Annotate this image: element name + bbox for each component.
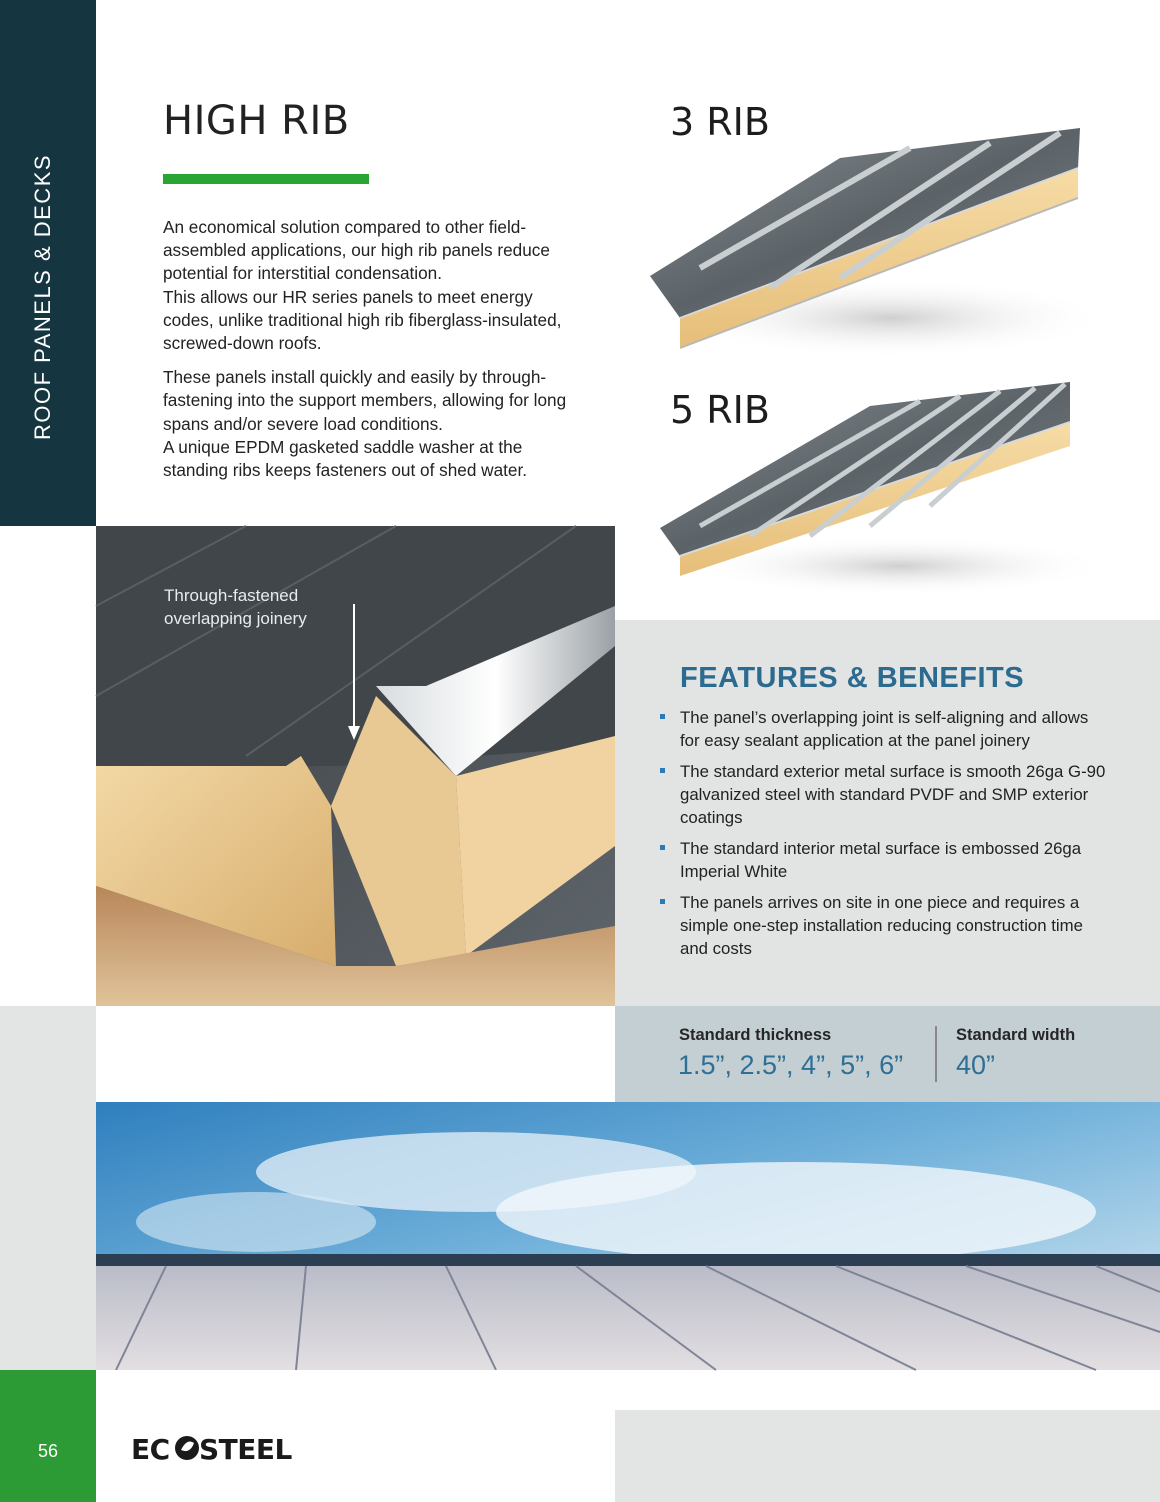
bullet-icon <box>660 768 665 773</box>
logo-mark <box>131 1432 292 1466</box>
feature-item: The standard interior metal surface is embossed 26ga Imperial White <box>660 837 1110 883</box>
features-list <box>660 706 1110 968</box>
bullet-icon <box>660 714 665 719</box>
title-underline <box>163 174 369 184</box>
features-title: FEATURES & BENEFITS <box>680 662 1025 694</box>
three-rib-panel-image <box>640 118 1100 378</box>
feature-item: The standard exterior metal surface is smooth 26ga G-90 galvanized steel with standard PVDF and SMP exterior coatings <box>660 760 1110 829</box>
svg-text:STEEL: STEEL <box>199 1433 292 1466</box>
roof-illustration <box>96 1102 1160 1370</box>
specs-divider <box>935 1026 937 1082</box>
five-rib-title: 5 RIB <box>670 388 770 432</box>
svg-text:EC: EC <box>131 1433 170 1466</box>
three-rib-title: 3 RIB <box>670 100 770 144</box>
width-value: 40” <box>956 1050 996 1080</box>
width-label: Standard width <box>956 1026 1076 1044</box>
bullet-icon <box>660 899 665 904</box>
ecosteel-logo <box>130 1432 292 1466</box>
footer-gray-block <box>615 1410 1160 1502</box>
bullet-icon <box>660 845 665 850</box>
feature-item: The panels arrives on site in one piece and requires a simple one-step installation reducing construction time and costs <box>660 891 1110 960</box>
feature-item: The panel’s overlapping joint is self-aligning and allows for easy sealant application at the panel joinery <box>660 706 1110 752</box>
joinery-label: Through-fastened overlapping joinery <box>164 586 307 628</box>
sidebar-gray-block <box>0 1006 96 1370</box>
spacer-block <box>96 1006 615 1102</box>
sidebar-spacer <box>0 526 96 1006</box>
thickness-label: Standard thickness <box>679 1026 832 1044</box>
roof-sky-image <box>96 1102 1160 1370</box>
intro-paragraph-2: These panels install quickly and easily by through- fastening into the support members, allowing for long spans and/or severe load conditions. A unique EPDM gasketed saddle washer at the standing ribs keeps fasteners out of shed water. <box>163 367 567 481</box>
intro-text <box>163 216 623 493</box>
page-number: 56 <box>37 1441 59 1461</box>
intro-paragraph-1: An economical solution compared to other field- assembled applications, our high rib panels reduce potential for interstitial condensation. This allows our HR series panels to meet energy codes, unlike traditional high rib fiberglass-insulated, screwed-down roofs. <box>163 217 562 354</box>
page-number-box <box>0 1370 96 1502</box>
section-title: ROOF PANELS & DECKS <box>30 153 55 440</box>
thickness-value: 1.5”, 2.5”, 4”, 5”, 6” <box>678 1050 904 1080</box>
page-title: HIGH RIB <box>163 98 350 144</box>
